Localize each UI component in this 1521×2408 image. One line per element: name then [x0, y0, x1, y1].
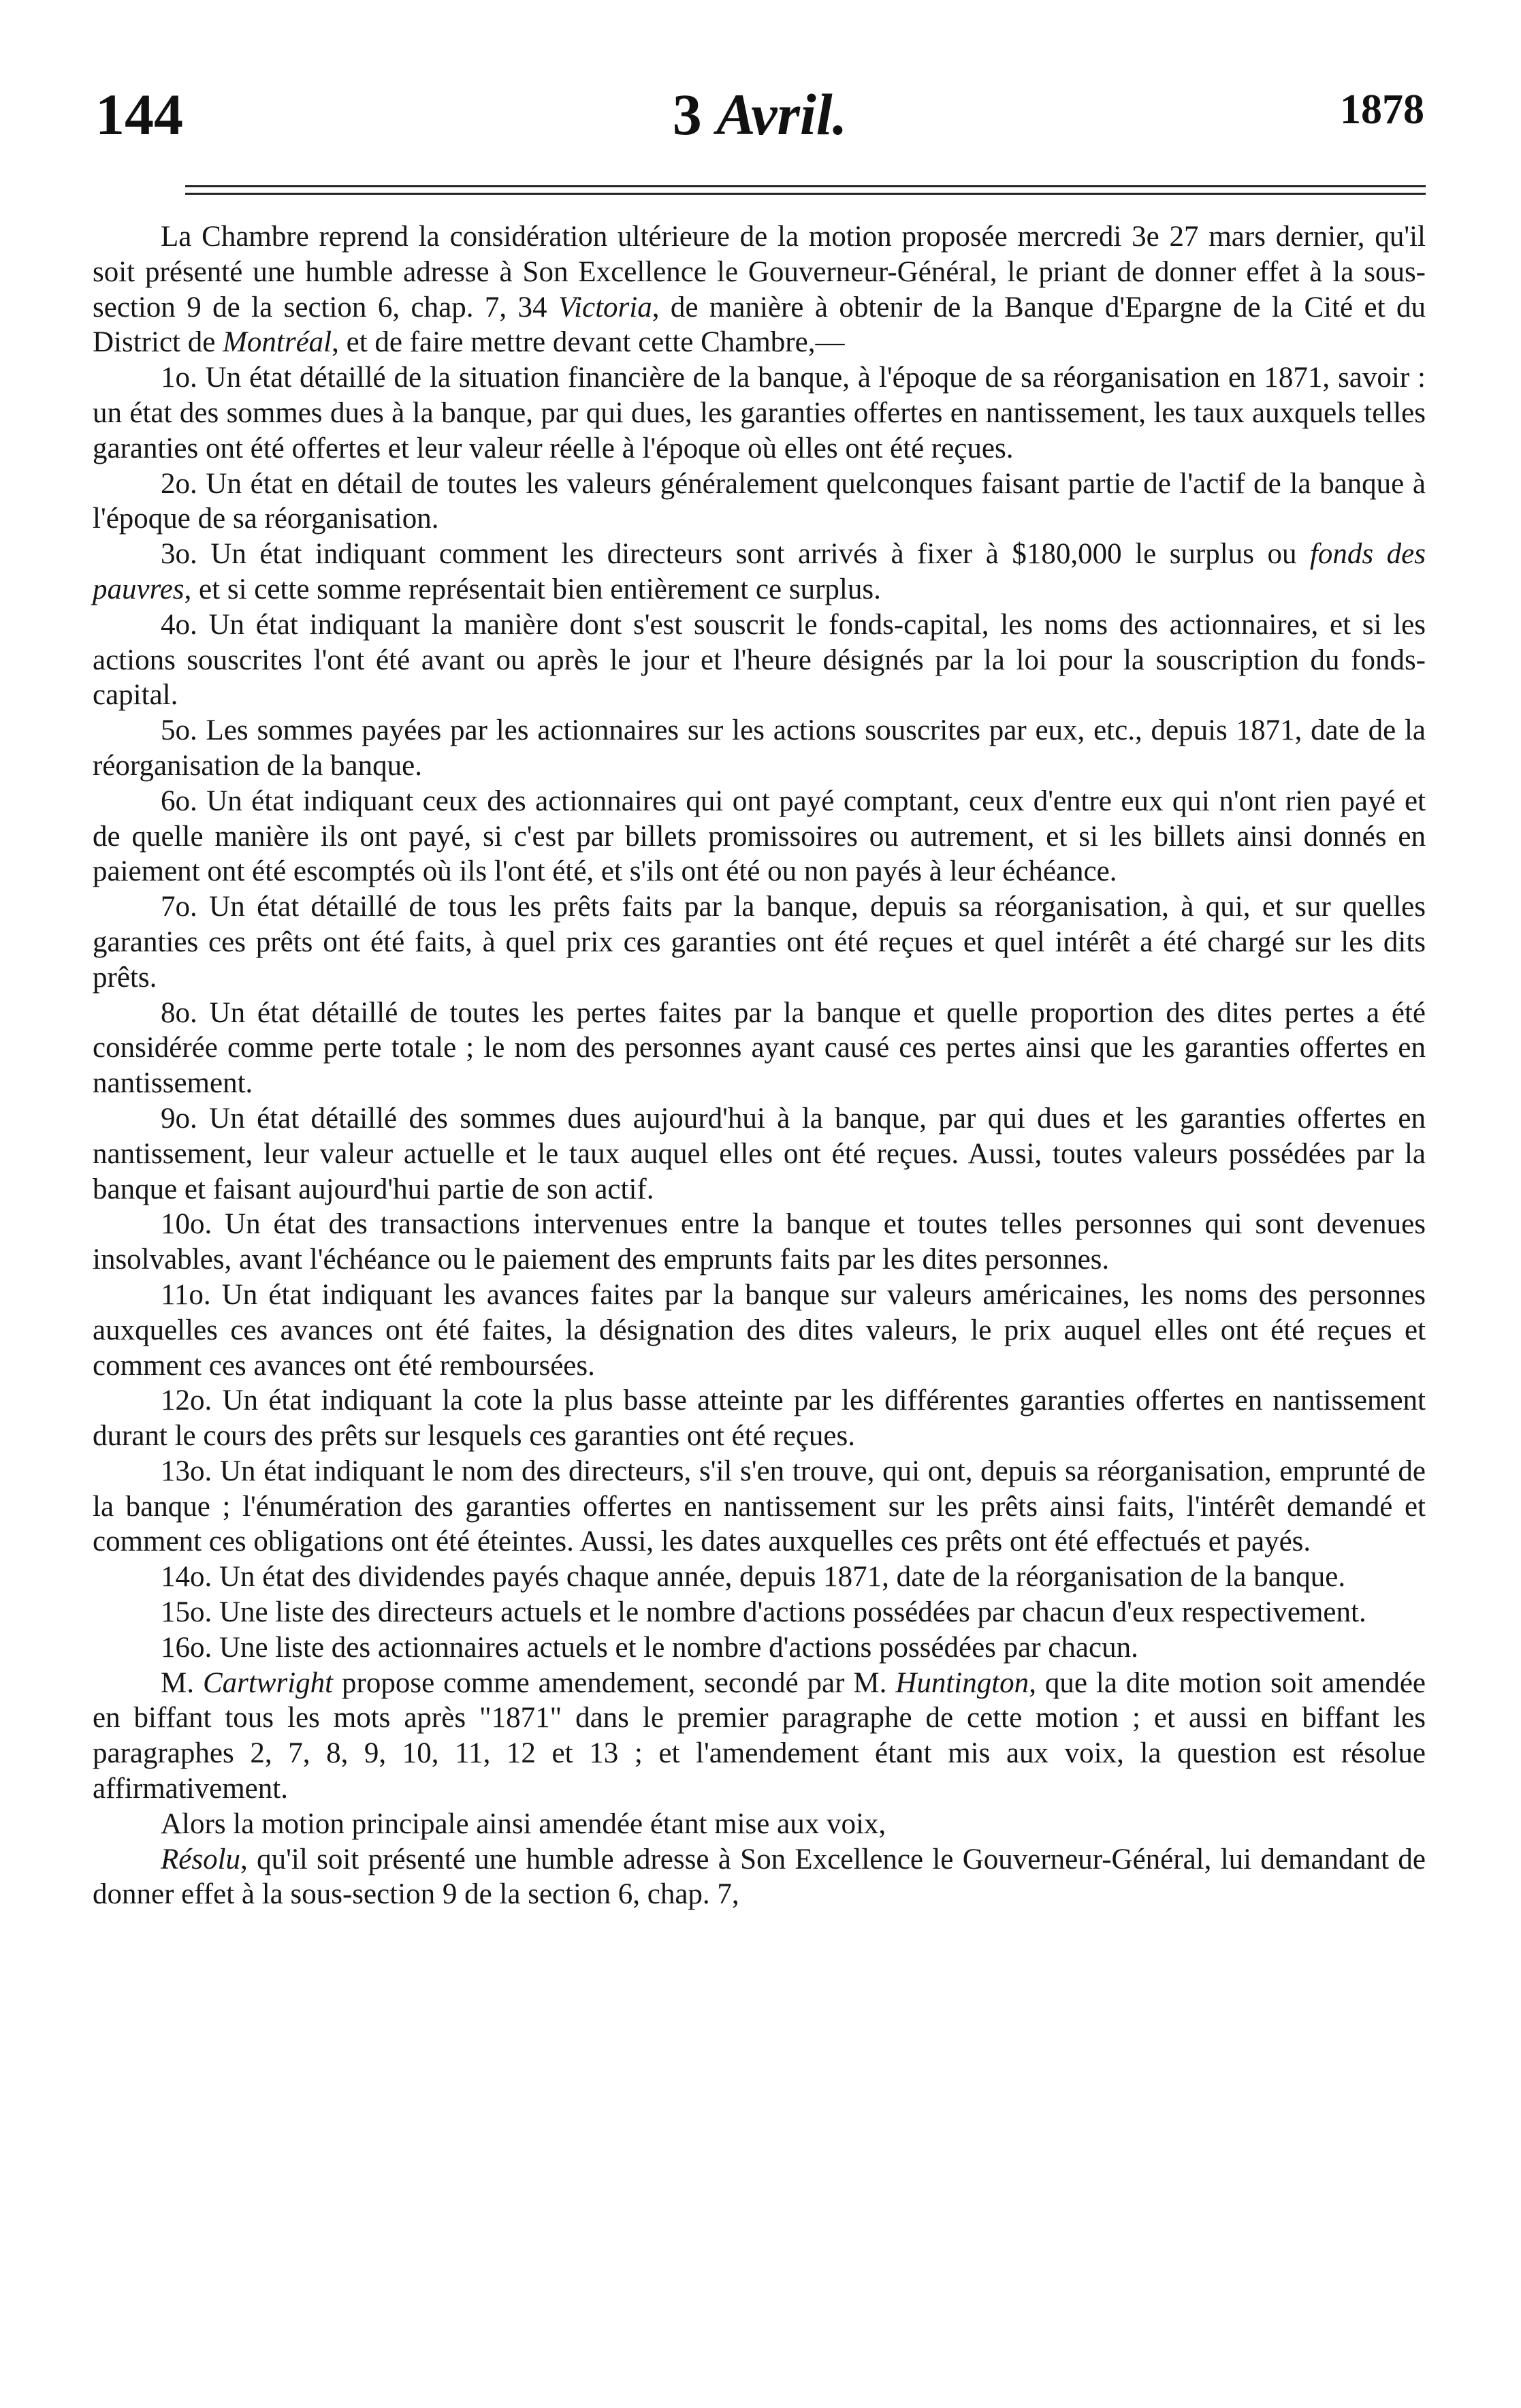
text-run: 1o. Un état détaillé de la situation financière de la banque, à l'époque de sa réorganisation en 1871, savoir : un état des sommes dues à la banque, par qui dues, les garanties offertes en nantissement, les taux auxquels telles garanties ont été offertes et leur valeur réelle à l'époque où elles ont été reçues. — [93, 362, 1426, 464]
paragraph — [93, 1595, 1426, 1630]
paragraph — [93, 1278, 1426, 1383]
text-run: 3o. Un état indiquant comment les directeurs sont arrivés à fixer à $180,000 le surplus ou — [161, 538, 1310, 571]
italic-text: Victoria — [558, 291, 652, 323]
paragraph — [93, 1101, 1426, 1207]
text-run: 9o. Un état détaillé des sommes dues aujourd'hui à la banque, par qui dues et les garanties offertes en nantissement, leur valeur actuelle et le taux auquel elles ont été reçues. Aussi, toutes valeurs possédées par la banque et faisant aujourd'hui partie de son actif. — [93, 1102, 1426, 1205]
text-run: M. — [161, 1666, 203, 1699]
paragraph — [93, 996, 1426, 1101]
paragraph — [93, 1666, 1426, 1807]
paragraph — [93, 1842, 1426, 1913]
paragraph — [93, 1207, 1426, 1278]
paragraph — [93, 360, 1426, 466]
paragraph — [93, 607, 1426, 713]
paragraph — [93, 889, 1426, 995]
header-year: 1878 — [1340, 86, 1424, 133]
text-run: , que la dite motion soit amendée en biffant tous les mots après "1871" dans le premier paragraphe de cette motion ; et aussi en biffant les paragraphes 2, 7, 8, 9, 10, 11, 12 et 13 ; et l'amendement étant mis aux voix, la question est résolue affirmativement. — [93, 1666, 1426, 1805]
paragraph — [93, 1383, 1426, 1454]
header-double-rule — [185, 185, 1426, 195]
paragraph — [93, 537, 1426, 607]
text-run: 7o. Un état détaillé de tous les prêts faits par la banque, depuis sa réorganisation, à qui, et sur quelles garanties ces prêts ont été faits, à quel prix ces garanties ont été reçues et quel intérêt a été chargé sur les dits prêts. — [93, 891, 1426, 994]
journal-text — [93, 219, 1426, 1912]
text-run: Alors la motion principale ainsi amendée étant mise aux voix, — [161, 1807, 886, 1840]
paragraph — [93, 466, 1426, 537]
text-run: 6o. Un état indiquant ceux des actionnaires qui ont payé comptant, ceux d'entre eux qui n'ont rien payé et de quelle manière ils ont payé, si c'est par billets promissoires ou autrement, et si les billets ainsi donnés en paiement ont été escomptés où ils l'ont été, et s'ils ont été ou non payés à leur échéance. — [93, 785, 1426, 888]
text-run: , et si cette somme représentait bien entièrement ce surplus. — [184, 573, 881, 605]
italic-text: fonds des pauvres — [93, 538, 1426, 605]
text-run: , qu'il soit présenté une humble adresse à Son Excellence le Gouverneur-Général, lui demandant de donner effet à la sous-section 9 de la section 6, chap. 7, — [93, 1843, 1426, 1911]
italic-text: Huntington — [895, 1666, 1029, 1699]
paragraph — [93, 713, 1426, 784]
text-run: 16o. Une liste des actionnaires actuels et le nombre d'actions possédées par chacun. — [161, 1631, 1138, 1664]
paragraph — [93, 1454, 1426, 1559]
text-run: , de manière à obtenir de la Banque d'Epargne de la Cité et du District de — [93, 291, 1426, 359]
text-run: , et de faire mettre devant cette Chambre,— — [332, 326, 845, 359]
paragraph — [93, 1807, 1426, 1842]
paragraph — [93, 1559, 1426, 1595]
paragraph — [93, 784, 1426, 889]
text-run: 5o. Les sommes payées par les actionnaires sur les actions souscrites par eux, etc., depuis 1871, date de la réorganisation de la banque. — [93, 714, 1426, 782]
text-run: 13o. Un état indiquant le nom des directeurs, s'il s'en trouve, qui ont, depuis sa réorganisation, emprunté de la banque ; l'énumération des garanties offertes en nantissement sur les prêts ainsi faits, l'intérêt demandé et comment ces obligations ont été éteintes. Aussi, les dates auxquelles ces prêts ont été effectués et payés. — [93, 1455, 1426, 1558]
header-date: 3 Avril. — [672, 82, 848, 147]
text-run: La Chambre reprend la considération ultérieure de la motion proposée mercredi 3e 27 mars dernier, qu'il soit présenté une humble adresse à Son Excellence le Gouverneur-Général, le priant de donner effet à la sous-section 9 de la section 6, chap. 7, 34 — [93, 221, 1426, 323]
text-run: 14o. Un état des dividendes payés chaque année, depuis 1871, date de la réorganisation de la banque. — [161, 1561, 1346, 1594]
text-run: 2o. Un état en détail de toutes les valeurs généralement quelconques faisant partie de l'actif de la banque à l'époque de sa réorganisation. — [93, 467, 1426, 535]
text-run: 11o. Un état indiquant les avances faites par la banque sur valeurs américaines, les noms des personnes auxquelles ces avances ont été faites, la désignation des dites valeurs, le prix auquel elles ont été reçues et comment ces avances ont été remboursées. — [93, 1278, 1426, 1382]
text-run: propose comme amendement, secondé par M. — [333, 1666, 896, 1699]
page-number: 144 — [95, 82, 183, 147]
text-run: 10o. Un état des transactions intervenues entre la banque et toutes telles personnes qui sont devenues insolvables, avant l'échéance ou le paiement des emprunts faits par les dites personnes. — [93, 1208, 1426, 1276]
italic-text: Montréal — [223, 326, 332, 359]
italic-text: Cartwright — [202, 1666, 334, 1699]
page-header — [95, 80, 1424, 155]
text-run: 4o. Un état indiquant la manière dont s'est souscrit le fonds-capital, les noms des actionnaires, et si les actions souscrites l'ont été avant ou après le jour et l'heure désignés par la loi pour la souscription du fonds-capital. — [93, 608, 1426, 712]
paragraph — [93, 219, 1426, 360]
paragraph — [93, 1630, 1426, 1666]
text-run: 8o. Un état détaillé de toutes les pertes faites par la banque et quelle proportion des dites pertes a été considérée comme perte totale ; le nom des personnes ayant causé ces pertes ainsi que les garanties offertes en nantissement. — [93, 996, 1426, 1100]
text-run: 12o. Un état indiquant la cote la plus basse atteinte par les différentes garanties offertes en nantissement durant le cours des prêts sur lesquels ces garanties ont été reçues. — [93, 1384, 1426, 1453]
text-run: 15o. Une liste des directeurs actuels et le nombre d'actions possédées par chacun d'eux respectivement. — [161, 1596, 1366, 1629]
italic-text: Résolu — [161, 1843, 241, 1875]
